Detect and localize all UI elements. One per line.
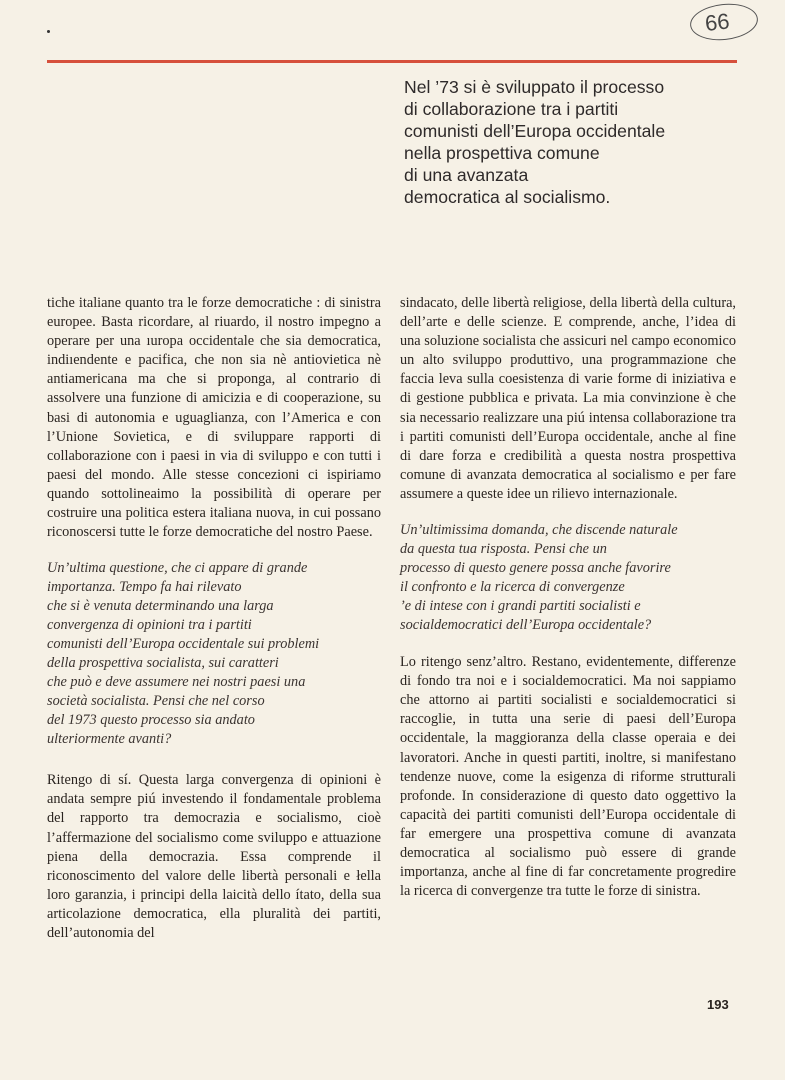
question-line: da questa tua risposta. Pensi che un [400, 541, 607, 558]
interview-question [400, 521, 736, 635]
pullquote-line: Nel ’73 si è sviluppato il processo [404, 77, 665, 97]
question-line: processo di questo genere possa anche favorire [400, 560, 671, 577]
question-line: importanza. Tempo fa hai rilevato [47, 579, 242, 596]
interview-question [47, 559, 381, 749]
question-line: della prospettiva socialista, sui caratteri [47, 655, 279, 672]
answer-paragraph: sindacato, delle libertà religiose, della libertà della cultura, dell’arte e delle scienze. E comprende, anche, l’idea di una soluzione socialista che assicuri nel campo economico un alto sviluppo produttivo, una programmazione che faccia leva sulla coesistenza di varie forme di iniziativa e di gestione pubblica e privata. La mia convinzione è che sia necessario realizzare una piú intensa collaborazione tra i partiti comunisti dell’Europa occidentale, anche al fine di dare forza e credibilità a questa nostra prospettiva comune di avanzata democratica al socialismo e per fare assumere a queste idee un rilievo internazionale. [400, 295, 736, 502]
question-line: il confronto e la ricerca di convergenze [400, 579, 625, 596]
right-column [400, 294, 736, 901]
question-line: convergenza di opinioni tra i partiti [47, 617, 252, 634]
question-line: società socialista. Pensi che nel corso [47, 693, 265, 710]
pullquote [404, 76, 744, 208]
pullquote-line: comunisti dell’Europa occidentale [404, 121, 666, 141]
question-line: Un’ultima questione, che ci appare di grande [47, 560, 308, 577]
pullquote-line: democratica al socialismo. [404, 187, 611, 207]
question-line: che può e deve assumere nei nostri paesi una [47, 674, 306, 691]
pullquote-line: nella prospettiva comune [404, 143, 600, 163]
left-column [47, 294, 381, 943]
stray-mark [47, 30, 50, 33]
answer-paragraph: Ritengo di sí. Questa larga convergenza di opinioni è andata sempre piú investendo il fondamentale problema del rapporto tra democrazia e socialismo, cioè l’affermazione del socialismo come sviluppo e attuazione piena della democrazia. Essa comprende il riconoscimento del valore delle libertà personali e łella loro garanzia, i principi della laicità dello ítato, della sua articolazione democratica, ella pluralità dei partiti, dell’autonomia del [47, 772, 381, 941]
question-line: comunisti dell’Europa occidentale sui problemi [47, 636, 320, 653]
question-line: ulteriormente avanti? [47, 731, 172, 748]
question-line: che si è venuta determinando una larga [47, 598, 274, 615]
page-number: 193 [707, 997, 729, 1012]
pullquote-line: di collaborazione tra i partiti [404, 99, 619, 119]
question-line: Un’ultimissima domanda, che discende naturale [400, 522, 678, 539]
question-line: socialdemocratici dell’Europa occidentale? [400, 617, 652, 634]
page-annotation-stamp: 66 [688, 1, 759, 44]
answer-paragraph: tiche italiane quanto tra le forze democratiche : di sinistra europee. Basta ricordare, al riuardo, il nostro impegno a operare per una ıuropa occidentale che sia democratica, indiıendente e pacifica, che non sia nè antiovietica nè antiamericana ma che si proponga, al contrario di assolvere una funzione di amicizia e di cooperazione, su basi di autonomia e uguaglianza, con l’America e con l’Unione Sovietica, e di sviluppare rapporti di collaborazione con i paesi in via di sviluppo e con tutti i paesi del mondo. Alle stesse concezioni ci ispiriamo quando sottolineaimo la possibilità di operare per costruire una politica estera italiana nuova, in cui possano riconoscersi tutte le forze democratiche del nostro Paese. [47, 295, 381, 541]
header-rule [47, 60, 737, 63]
question-line: del 1973 questo processo sia andato [47, 712, 255, 729]
answer-paragraph: Lo ritengo senz’altro. Restano, evidentemente, differenze di fondo tra noi e i socialdemocratici. Ma noi sappiamo che attorno ai partiti socialisti e socialdemocratici si raccoglie, in tutta una serie di paesi dell’Europa occidentale, la maggioranza della classe operaia e dei lavoratori. Anche in questi partiti, inoltre, si manifestano tendenze nuove, come la esigenza di riforme strutturali profonde. In considerazione di questo dato oggettivo la capacità dei partiti comunisti dell’Europa occidentale di far emergere una prospettiva comune di avanzata democratica al socialismo può essere di grande importanza, anche al fine di far concretamente progredire la ricerca di convergenze tra tutte le forze di sinistra. [400, 654, 736, 900]
pullquote-line: di una avanzata [404, 165, 529, 185]
question-line: ’e di intese con i grandi partiti socialisti e [400, 598, 641, 615]
